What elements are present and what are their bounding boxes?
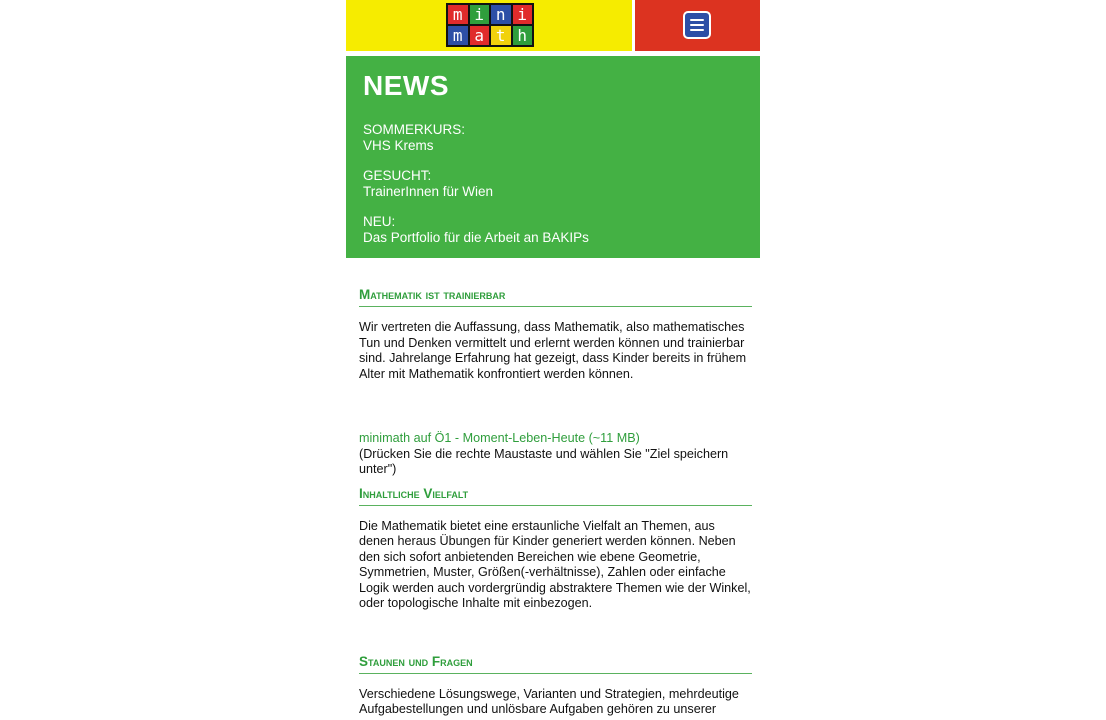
oe1-audio-link[interactable]: minimath auf Ö1 - Moment-Leben-Heute (~11 MB) xyxy=(359,431,640,445)
logo-tile-2: i xyxy=(470,5,490,24)
news-item[interactable] xyxy=(363,122,743,154)
news-title: NEWS xyxy=(363,70,449,101)
section-text-vielfalt: Die Mathematik bietet eine erstaunliche Vielfalt an Themen, aus denen heraus Übungen für Kinder generiert werden können. Neben den sich sofort anbietenden Bereichen wie ebene Geometrie, Symmetrien, Muster, Größen(-verhältnisse), Zahlen oder einfache Logik werden auch vordergründig abstraktere Themen wie der Winkel, oder topologische Inhalte mit einbezogen. xyxy=(359,518,751,610)
news-item-text: VHS Krems xyxy=(363,138,434,153)
news-item-label: NEU: xyxy=(363,214,396,229)
news-item-text: TrainerInnen für Wien xyxy=(363,184,494,199)
logo-tile-1: m xyxy=(448,5,468,24)
logo-panel xyxy=(346,0,632,51)
news-item-text: Das Portfolio für die Arbeit an BAKIPs xyxy=(363,230,589,245)
news-item[interactable] xyxy=(363,214,743,246)
logo-tile-4: i xyxy=(513,5,533,24)
minimath-logo[interactable] xyxy=(446,3,534,47)
hamburger-menu-icon xyxy=(690,24,704,26)
page xyxy=(346,0,760,716)
news-item[interactable] xyxy=(363,168,743,200)
audio-link-note: (Drücken Sie die rechte Maustaste und wählen Sie "Ziel speichern unter") xyxy=(359,446,729,476)
section-title-staunen: Staunen und Fragen xyxy=(359,653,752,674)
news-box xyxy=(346,56,760,258)
logo-tile-8: h xyxy=(513,26,533,45)
main-content xyxy=(359,286,752,718)
menu-panel xyxy=(635,0,760,51)
logo-tile-6: a xyxy=(470,26,490,45)
site-header xyxy=(346,0,760,51)
hamburger-menu-icon xyxy=(690,19,704,21)
news-item-label: GESUCHT: xyxy=(363,168,432,183)
logo-tile-5: m xyxy=(448,26,468,45)
section-title-vielfalt: Inhaltliche Vielfalt xyxy=(359,485,752,506)
hamburger-menu-icon xyxy=(690,29,704,31)
section-text-trainierbar: Wir vertreten die Auffassung, dass Mathematik, also mathematisches Tun und Denken vermittelt und erlernt werden können und trainierbar sind. Jahrelange Erfahrung hat gezeigt, dass Kinder bereits in frühem Alter mit Mathematik konfrontiert werden können. xyxy=(359,320,747,381)
logo-tile-3: n xyxy=(491,5,511,24)
news-item-label: SOMMERKURS: xyxy=(363,122,466,137)
section-title-trainierbar: Mathematik ist trainierbar xyxy=(359,286,752,307)
section-text-staunen: Verschiedene Lösungswege, Varianten und Strategien, mehrdeutige Aufgabestellungen und unlösbare Aufgaben gehören zu unserer xyxy=(359,686,739,716)
logo-tile-7: t xyxy=(491,26,511,45)
hamburger-menu-button[interactable] xyxy=(683,11,711,39)
